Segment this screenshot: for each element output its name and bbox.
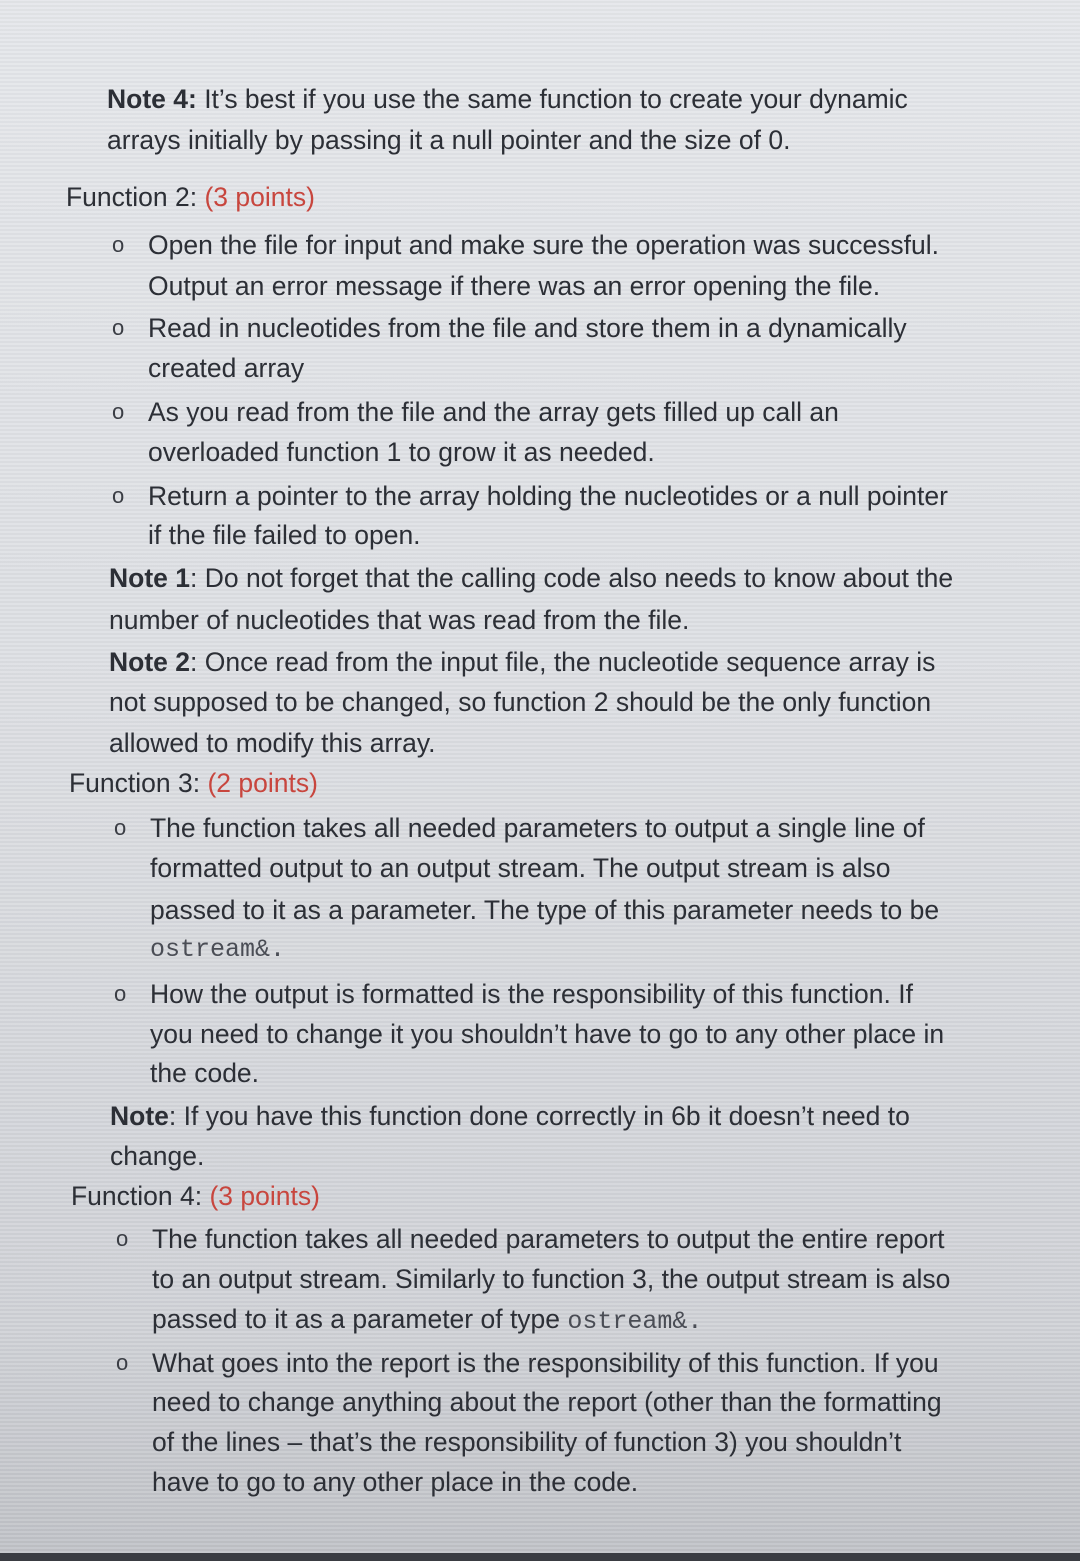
function2-points: (3 points) <box>204 182 315 212</box>
list-item: The function takes all needed parameters to output the entire report <box>152 1224 945 1254</box>
list-item: Read in nucleotides from the file and store them in a dynamically <box>148 313 907 343</box>
list-item-continuation: formatted output to an output stream. The output stream is also <box>150 853 891 883</box>
function3-note-line-2: change. <box>110 1141 205 1171</box>
function4-heading: Function 4: (3 points) <box>71 1181 320 1211</box>
code-ostream: ostream&. <box>150 935 286 964</box>
bullet-icon: o <box>112 232 125 257</box>
list-item-continuation: passed to it as a parameter. The type of this parameter needs to be <box>150 895 940 925</box>
list-item: The function takes all needed parameters to output a single line of <box>150 813 925 843</box>
list-item-continuation: passed to it as a parameter of type ostream&. <box>152 1304 703 1336</box>
bullet-icon: o <box>112 315 125 340</box>
code-ostream: ostream&. <box>567 1307 703 1336</box>
note1-line-1: Note 1: Do not forget that the calling code also needs to know about the <box>109 563 954 593</box>
list-item-continuation: overloaded function 1 to grow it as needed. <box>148 437 655 467</box>
list-item-continuation: have to go to any other place in the code. <box>152 1467 639 1497</box>
function2-heading: Function 2: (3 points) <box>66 182 315 212</box>
list-item: Open the file for input and make sure the operation was successful. <box>148 230 940 260</box>
list-item-continuation: of the lines – that’s the responsibility of function 3) you shouldn’t <box>152 1427 902 1457</box>
list-item-continuation: created array <box>148 353 305 383</box>
list-item-continuation: Output an error message if there was an error opening the file. <box>148 271 881 301</box>
note4-line-2: arrays initially by passing it a null pointer and the size of 0. <box>107 125 791 155</box>
note2-line-3: allowed to modify this array. <box>109 728 436 758</box>
list-item: What goes into the report is the responsibility of this function. If you <box>152 1348 939 1378</box>
note4-line-1: Note 4: It’s best if you use the same function to create your dynamic <box>107 84 908 114</box>
bullet-icon: o <box>116 1350 129 1375</box>
list-item: How the output is formatted is the responsibility of this function. If <box>150 979 913 1009</box>
bullet-icon: o <box>112 399 125 424</box>
note2-line-1: Note 2: Once read from the input file, the nucleotide sequence array is <box>109 647 936 677</box>
list-item-continuation: if the file failed to open. <box>148 520 421 550</box>
list-item: As you read from the file and the array gets filled up call an <box>148 397 839 427</box>
bullet-icon: o <box>114 981 127 1006</box>
list-item-continuation: you need to change it you shouldn’t have to go to any other place in <box>150 1019 945 1049</box>
list-item-continuation: to an output stream. Similarly to function 3, the output stream is also <box>152 1264 951 1294</box>
list-item-continuation: need to change anything about the report (other than the formatting <box>152 1387 942 1417</box>
bullet-icon: o <box>114 815 127 840</box>
list-item: Return a pointer to the array holding the nucleotides or a null pointer <box>148 481 948 511</box>
function3-note-label: Note <box>110 1101 169 1131</box>
note4-label: Note 4: <box>107 84 197 114</box>
note1-label: Note 1 <box>109 563 190 593</box>
screen-bezel <box>0 1553 1080 1561</box>
note1-line-2: number of nucleotides that was read from the file. <box>109 605 690 635</box>
bullet-icon: o <box>112 483 125 508</box>
note2-label: Note 2 <box>109 647 190 677</box>
function3-heading: Function 3: (2 points) <box>69 768 318 798</box>
function3-points: (2 points) <box>207 768 318 798</box>
function4-points: (3 points) <box>209 1181 320 1211</box>
list-item-continuation: the code. <box>150 1058 260 1088</box>
note2-line-2: not supposed to be changed, so function 2 should be the only function <box>109 687 932 717</box>
function3-note-line-1: Note: If you have this function done correctly in 6b it doesn’t need to <box>110 1101 910 1131</box>
bullet-icon: o <box>116 1226 129 1251</box>
